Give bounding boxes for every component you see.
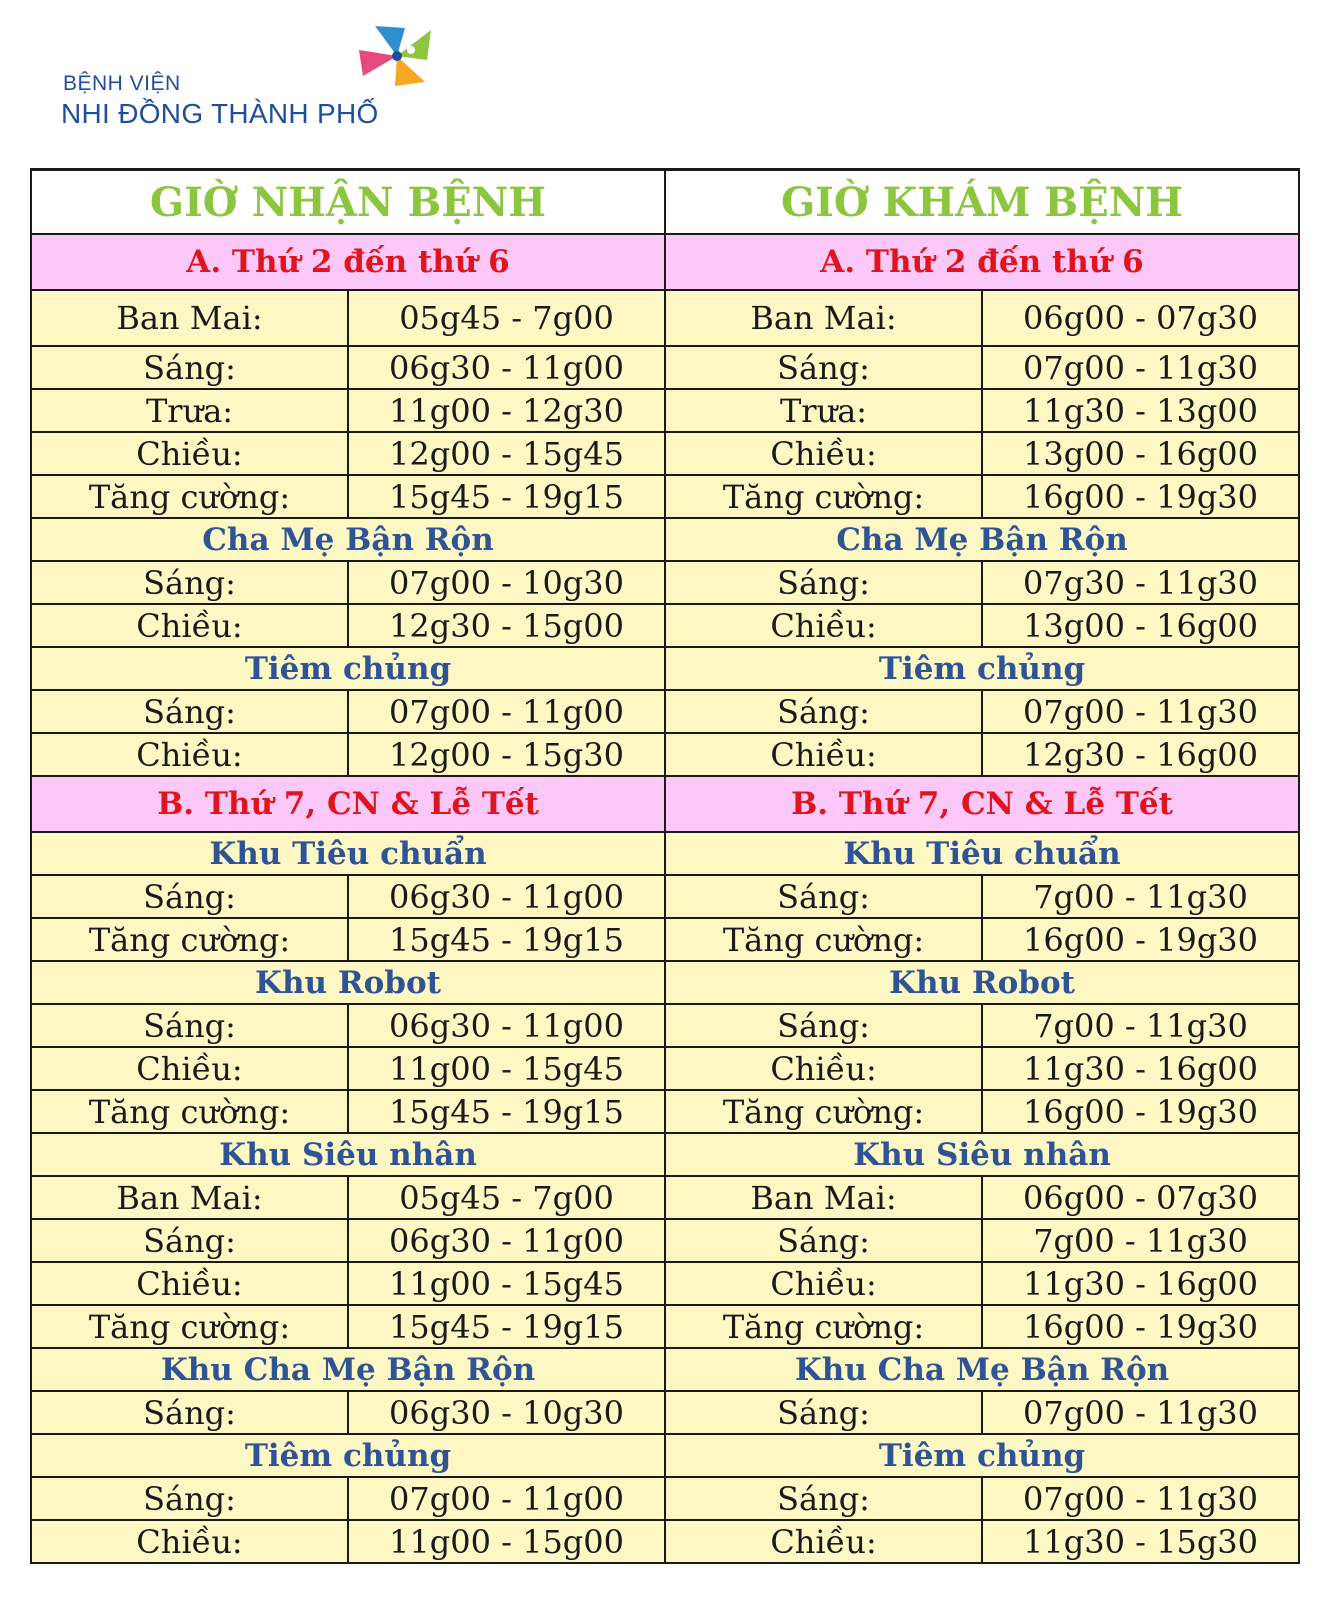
period-label-right: Chiều: (665, 1262, 982, 1305)
time-range-left: 07g00 - 11g00 (348, 690, 665, 733)
time-range-right: 16g00 - 19g30 (982, 475, 1299, 518)
table-row (31, 290, 1299, 346)
subsection-row (31, 1133, 1299, 1176)
table-row (31, 389, 1299, 432)
period-label-right: Tăng cường: (665, 918, 982, 961)
table-row (31, 1047, 1299, 1090)
time-range-right: 16g00 - 19g30 (982, 918, 1299, 961)
period-label-left: Sáng: (31, 1391, 348, 1434)
time-range-right: 06g00 - 07g30 (982, 290, 1299, 346)
period-label-left: Ban Mai: (31, 290, 348, 346)
time-range-right: 16g00 - 19g30 (982, 1090, 1299, 1133)
table-row (31, 875, 1299, 918)
table-row (31, 475, 1299, 518)
section-title-left: A. Thứ 2 đến thứ 6 (31, 234, 665, 290)
table-row (31, 1305, 1299, 1348)
time-range-left: 11g00 - 15g00 (348, 1520, 665, 1563)
time-range-left: 05g45 - 7g00 (348, 290, 665, 346)
time-range-right: 11g30 - 16g00 (982, 1047, 1299, 1090)
table-row (31, 604, 1299, 647)
subsection-title-right: Khu Robot (665, 961, 1299, 1004)
subsection-title-right: Khu Tiêu chuẩn (665, 832, 1299, 875)
time-range-left: 06g30 - 11g00 (348, 1004, 665, 1047)
period-label-right: Ban Mai: (665, 290, 982, 346)
table-row (31, 1219, 1299, 1262)
period-label-right: Tăng cường: (665, 1305, 982, 1348)
period-label-left: Chiều: (31, 1520, 348, 1563)
time-range-left: 11g00 - 15g45 (348, 1262, 665, 1305)
period-label-right: Sáng: (665, 561, 982, 604)
subsection-title-left: Khu Cha Mẹ Bận Rộn (31, 1348, 665, 1391)
table-row (31, 1090, 1299, 1133)
table-row (31, 1262, 1299, 1305)
logo-line2: NHI ĐỒNG THÀNH PHỐ (61, 98, 379, 129)
period-label-right: Tăng cường: (665, 475, 982, 518)
subsection-title-right: Khu Siêu nhân (665, 1133, 1299, 1176)
time-range-right: 07g30 - 11g30 (982, 561, 1299, 604)
period-label-right: Sáng: (665, 690, 982, 733)
section-title-right: B. Thứ 7, CN & Lễ Tết (665, 776, 1299, 832)
table-header-row (31, 170, 1299, 235)
hospital-logo (55, 20, 455, 150)
pinwheel-icon (355, 20, 439, 94)
time-range-left: 15g45 - 19g15 (348, 1305, 665, 1348)
subsection-title-right: Tiêm chủng (665, 1434, 1299, 1477)
period-label-right: Ban Mai: (665, 1176, 982, 1219)
period-label-left: Tăng cường: (31, 475, 348, 518)
table-row (31, 1477, 1299, 1520)
time-range-left: 06g30 - 10g30 (348, 1391, 665, 1434)
period-label-right: Chiều: (665, 1047, 982, 1090)
section-header-row (31, 234, 1299, 290)
time-range-right: 11g30 - 16g00 (982, 1262, 1299, 1305)
period-label-left: Sáng: (31, 346, 348, 389)
subsection-title-left: Khu Tiêu chuẩn (31, 832, 665, 875)
time-range-right: 11g30 - 15g30 (982, 1520, 1299, 1563)
time-range-right: 13g00 - 16g00 (982, 432, 1299, 475)
time-range-left: 15g45 - 19g15 (348, 918, 665, 961)
period-label-left: Tăng cường: (31, 1305, 348, 1348)
period-label-right: Chiều: (665, 604, 982, 647)
period-label-right: Sáng: (665, 875, 982, 918)
schedule-table (30, 168, 1300, 1564)
period-label-right: Trưa: (665, 389, 982, 432)
subsection-row (31, 1434, 1299, 1477)
time-range-right: 07g00 - 11g30 (982, 1391, 1299, 1434)
table-row (31, 561, 1299, 604)
time-range-right: 07g00 - 11g30 (982, 346, 1299, 389)
period-label-left: Sáng: (31, 1477, 348, 1520)
time-range-left: 15g45 - 19g15 (348, 1090, 665, 1133)
period-label-left: Chiều: (31, 432, 348, 475)
table-row (31, 1176, 1299, 1219)
time-range-left: 07g00 - 11g00 (348, 1477, 665, 1520)
time-range-right: 07g00 - 11g30 (982, 1477, 1299, 1520)
time-range-left: 11g00 - 12g30 (348, 389, 665, 432)
period-label-right: Chiều: (665, 432, 982, 475)
period-label-right: Chiều: (665, 1520, 982, 1563)
time-range-right: 07g00 - 11g30 (982, 690, 1299, 733)
time-range-right: 7g00 - 11g30 (982, 1219, 1299, 1262)
time-range-left: 15g45 - 19g15 (348, 475, 665, 518)
section-title-right: A. Thứ 2 đến thứ 6 (665, 234, 1299, 290)
section-header-row (31, 776, 1299, 832)
period-label-left: Chiều: (31, 1262, 348, 1305)
time-range-left: 11g00 - 15g45 (348, 1047, 665, 1090)
table-row (31, 918, 1299, 961)
subsection-title-left: Khu Robot (31, 961, 665, 1004)
period-label-left: Chiều: (31, 1047, 348, 1090)
period-label-left: Ban Mai: (31, 1176, 348, 1219)
period-label-left: Trưa: (31, 389, 348, 432)
time-range-left: 12g30 - 15g00 (348, 604, 665, 647)
time-range-right: 13g00 - 16g00 (982, 604, 1299, 647)
time-range-left: 06g30 - 11g00 (348, 1219, 665, 1262)
time-range-right: 12g30 - 16g00 (982, 733, 1299, 776)
period-label-left: Sáng: (31, 690, 348, 733)
period-label-right: Sáng: (665, 1477, 982, 1520)
table-row (31, 346, 1299, 389)
subsection-title-right: Cha Mẹ Bận Rộn (665, 518, 1299, 561)
time-range-left: 07g00 - 10g30 (348, 561, 665, 604)
period-label-right: Sáng: (665, 1219, 982, 1262)
subsection-row (31, 647, 1299, 690)
period-label-left: Sáng: (31, 1004, 348, 1047)
table-row (31, 1391, 1299, 1434)
period-label-right: Sáng: (665, 1391, 982, 1434)
subsection-title-left: Tiêm chủng (31, 647, 665, 690)
time-range-right: 06g00 - 07g30 (982, 1176, 1299, 1219)
subsection-row (31, 832, 1299, 875)
time-range-right: 7g00 - 11g30 (982, 1004, 1299, 1047)
time-range-left: 06g30 - 11g00 (348, 346, 665, 389)
period-label-left: Sáng: (31, 1219, 348, 1262)
table-row (31, 1004, 1299, 1047)
logo-line1: BỆNH VIỆN (63, 72, 181, 95)
header-receiving-hours: GIỜ NHẬN BỆNH (31, 170, 665, 235)
period-label-right: Sáng: (665, 1004, 982, 1047)
subsection-title-right: Khu Cha Mẹ Bận Rộn (665, 1348, 1299, 1391)
section-title-left: B. Thứ 7, CN & Lễ Tết (31, 776, 665, 832)
subsection-title-left: Cha Mẹ Bận Rộn (31, 518, 665, 561)
period-label-left: Chiều: (31, 604, 348, 647)
table-row (31, 432, 1299, 475)
period-label-right: Tăng cường: (665, 1090, 982, 1133)
subsection-row (31, 961, 1299, 1004)
time-range-left: 05g45 - 7g00 (348, 1176, 665, 1219)
period-label-left: Tăng cường: (31, 918, 348, 961)
period-label-left: Sáng: (31, 875, 348, 918)
period-label-right: Sáng: (665, 346, 982, 389)
time-range-left: 12g00 - 15g30 (348, 733, 665, 776)
time-range-right: 11g30 - 13g00 (982, 389, 1299, 432)
table-row (31, 690, 1299, 733)
subsection-title-right: Tiêm chủng (665, 647, 1299, 690)
period-label-left: Chiều: (31, 733, 348, 776)
time-range-right: 16g00 - 19g30 (982, 1305, 1299, 1348)
subsection-title-left: Tiêm chủng (31, 1434, 665, 1477)
subsection-row (31, 518, 1299, 561)
period-label-right: Chiều: (665, 733, 982, 776)
period-label-left: Tăng cường: (31, 1090, 348, 1133)
time-range-left: 06g30 - 11g00 (348, 875, 665, 918)
time-range-left: 12g00 - 15g45 (348, 432, 665, 475)
subsection-row (31, 1348, 1299, 1391)
period-label-left: Sáng: (31, 561, 348, 604)
time-range-right: 7g00 - 11g30 (982, 875, 1299, 918)
subsection-title-left: Khu Siêu nhân (31, 1133, 665, 1176)
table-row (31, 733, 1299, 776)
table-row (31, 1520, 1299, 1563)
header-examination-hours: GIỜ KHÁM BỆNH (665, 170, 1299, 235)
